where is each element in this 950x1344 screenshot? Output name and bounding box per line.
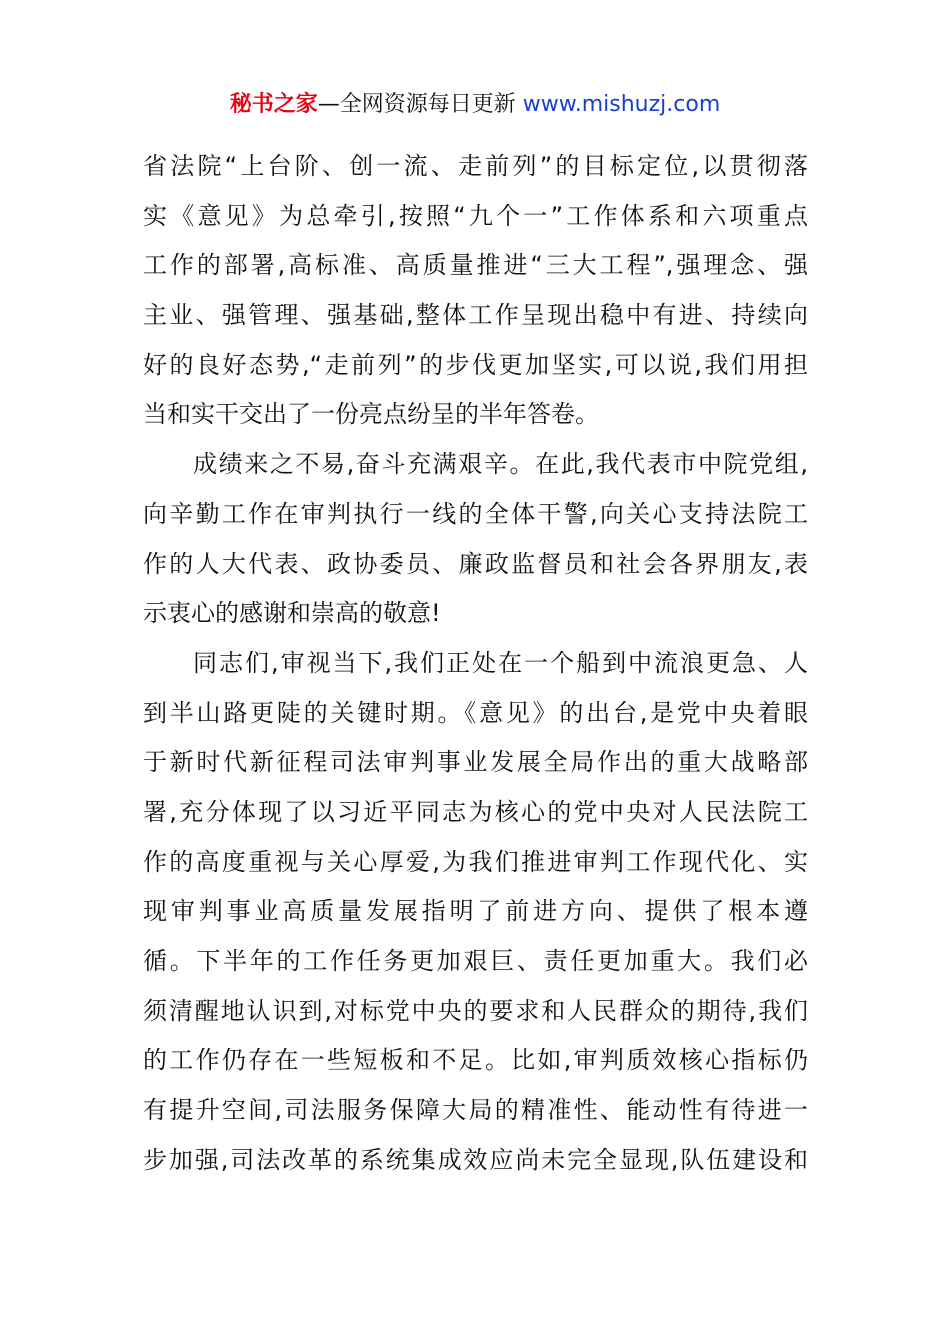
text-line: 好的良好态势,“走前列”的步伐更加坚实,可以说,我们用担 — [143, 350, 808, 379]
brand-name: 秘书之家 — [229, 92, 318, 117]
text-line: 署,充分体现了以习近平同志为核心的党中央对人民法院工 — [143, 797, 808, 826]
document-body — [143, 142, 808, 1185]
text-line: 同志们,审视当下,我们正处在一个船到中流浪更急、人 — [193, 648, 808, 677]
text-line: 的工作仍存在一些短板和不足。比如,审判质效核心指标仍 — [143, 1046, 808, 1075]
text-line: 到半山路更陡的关键时期。《意见》的出台,是党中央着眼 — [143, 698, 808, 727]
text-line: 当和实干交出了一份亮点纷呈的半年答卷。 — [143, 400, 599, 429]
text-line: 作的高度重视与关心厚爱,为我们推进审判工作现代化、实 — [143, 847, 808, 876]
paragraph — [143, 639, 808, 1186]
text-line: 实《意见》为总牵引,按照“九个一”工作体系和六项重点 — [143, 201, 808, 230]
header-tagline: —全网资源每日更新 — [317, 92, 523, 117]
text-line: 向辛勤工作在审判执行一线的全体干警,向关心支持法院工 — [143, 499, 808, 528]
text-line: 于新时代新征程司法审判事业发展全局作出的重大战略部 — [143, 748, 808, 777]
text-line: 须清醒地认识到,对标党中央的要求和人民群众的期待,我们 — [143, 996, 808, 1025]
text-line: 成绩来之不易,奋斗充满艰辛。在此,我代表市中院党组, — [193, 450, 808, 479]
text-line: 有提升空间,司法服务保障大局的精准性、能动性有待进一 — [143, 1096, 808, 1125]
text-line: 步加强,司法改革的系统集成效应尚未完全显现,队伍建设和 — [143, 1145, 808, 1174]
text-line: 示衷心的感谢和崇高的敬意! — [143, 599, 441, 628]
text-line: 作的人大代表、政协委员、廉政监督员和社会各界朋友,表 — [143, 549, 808, 578]
text-line: 现审判事业高质量发展指明了前进方向、提供了根本遵 — [143, 897, 808, 926]
page-header — [0, 88, 950, 122]
text-line: 工作的部署,高标准、高质量推进“三大工程”,强理念、强 — [143, 251, 808, 280]
text-line: 省法院“上台阶、创一流、走前列”的目标定位,以贯彻落 — [143, 152, 808, 180]
site-url[interactable]: www.mishuzj.com — [522, 92, 721, 117]
paragraph — [143, 142, 808, 440]
text-line: 主业、强管理、强基础,整体工作呈现出稳中有进、持续向 — [143, 301, 808, 330]
paragraph — [143, 440, 808, 639]
text-line: 循。下半年的工作任务更加艰巨、责任更加重大。我们必 — [143, 947, 808, 975]
